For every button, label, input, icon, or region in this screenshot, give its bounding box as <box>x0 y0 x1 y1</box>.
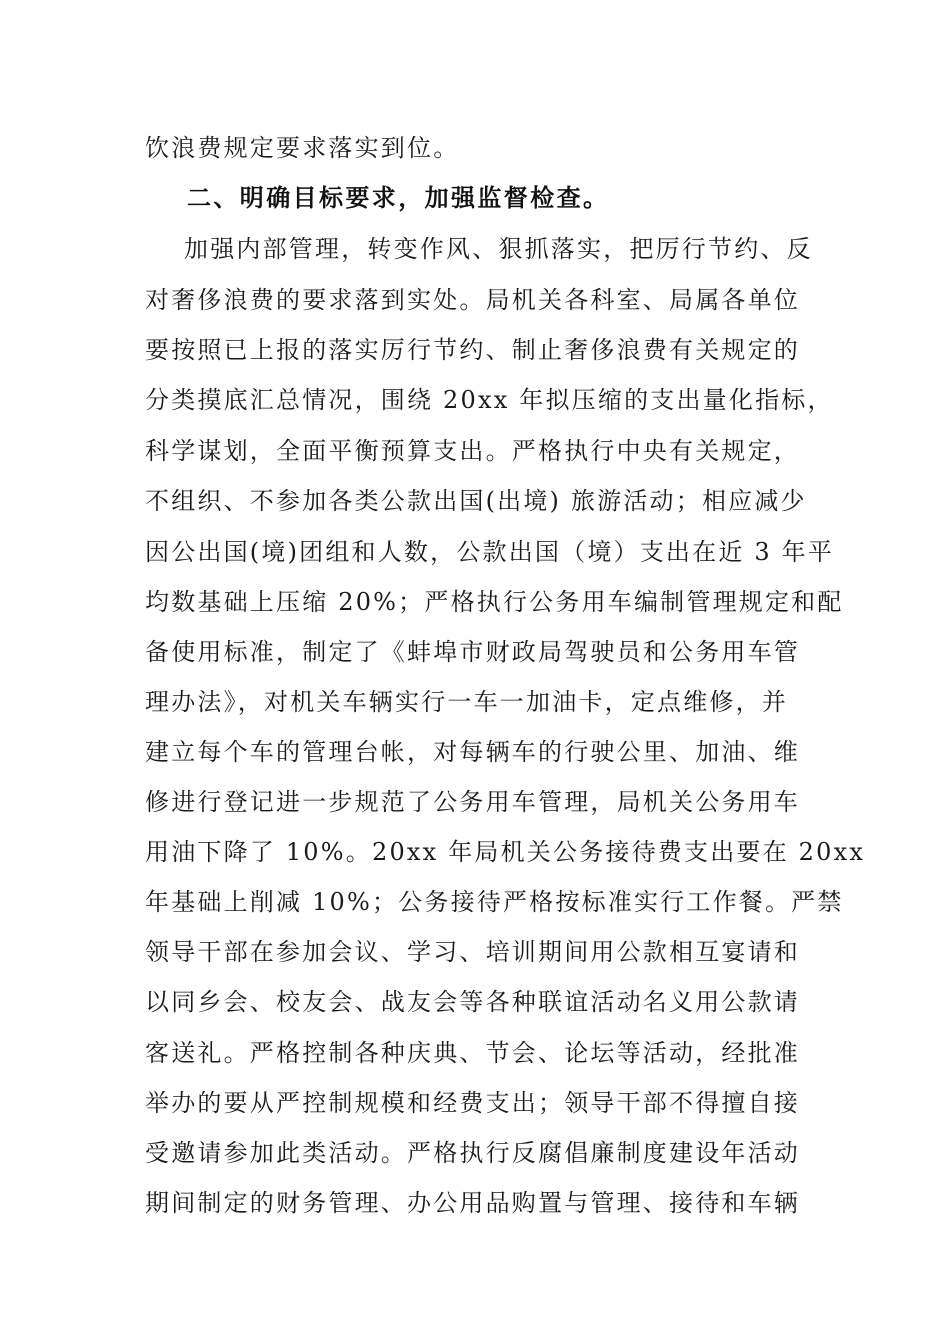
intro-line: 饮浪费规定要求落实到位。 <box>145 134 460 162</box>
paragraph-line: 对奢侈浪费的要求落到实处。局机关各科室、局属各单位 <box>145 286 800 314</box>
paragraph-line: 科学谋划，全面平衡预算支出。严格执行中央有关规定， <box>145 437 800 465</box>
paragraph-line: 用油下降了 10%。20xx 年局机关公务接待费支出要在 20xx <box>145 838 866 866</box>
paragraph-line: 因公出国(境)团组和人数，公款出国（境）支出在近 3 年平 <box>145 538 835 566</box>
paragraph-line: 理办法》，对机关车辆实行一车一加油卡，定点维修，并 <box>145 688 788 716</box>
paragraph-line: 年基础上削减 10%；公务接待严格按标准实行工作餐。严禁 <box>145 888 844 916</box>
paragraph-line: 期间制定的财务管理、办公用品购置与管理、接待和车辆 <box>145 1189 800 1217</box>
paragraph-line: 均数基础上压缩 20%；严格执行公务用车编制管理规定和配 <box>145 588 844 616</box>
paragraph-line: 分类摸底汇总情况，围绕 20xx 年拟压缩的支出量化指标， <box>145 386 834 414</box>
paragraph-line: 举办的要从严控制规模和经费支出；领导干部不得擅自接 <box>145 1089 800 1117</box>
paragraph-line: 以同乡会、校友会、战友会等各种联谊活动名义用公款请 <box>145 988 800 1016</box>
paragraph-line: 修进行登记进一步规范了公务用车管理，局机关公务用车 <box>145 788 800 816</box>
paragraph-line: 加强内部管理，转变作风、狠抓落实，把厉行节约、反 <box>184 235 813 263</box>
section-heading: 二、明确目标要求，加强监督检查。 <box>187 184 610 212</box>
paragraph-line: 备使用标准，制定了《蚌埠市财政局驾驶员和公务用车管 <box>145 638 800 666</box>
paragraph-line: 领导干部在参加会议、学习、培训期间用公款相互宴请和 <box>145 938 800 966</box>
paragraph-line: 受邀请参加此类活动。严格执行反腐倡廉制度建设年活动 <box>145 1139 800 1167</box>
paragraph-line: 建立每个车的管理台帐，对每辆车的行驶公里、加油、维 <box>145 738 800 766</box>
paragraph-line: 客送礼。严格控制各种庆典、节会、论坛等活动，经批准 <box>145 1039 800 1067</box>
paragraph-line: 要按照已上报的落实厉行节约、制止奢侈浪费有关规定的 <box>145 336 800 364</box>
paragraph-line: 不组织、不参加各类公款出国(出境) 旅游活动；相应减少 <box>145 487 807 515</box>
